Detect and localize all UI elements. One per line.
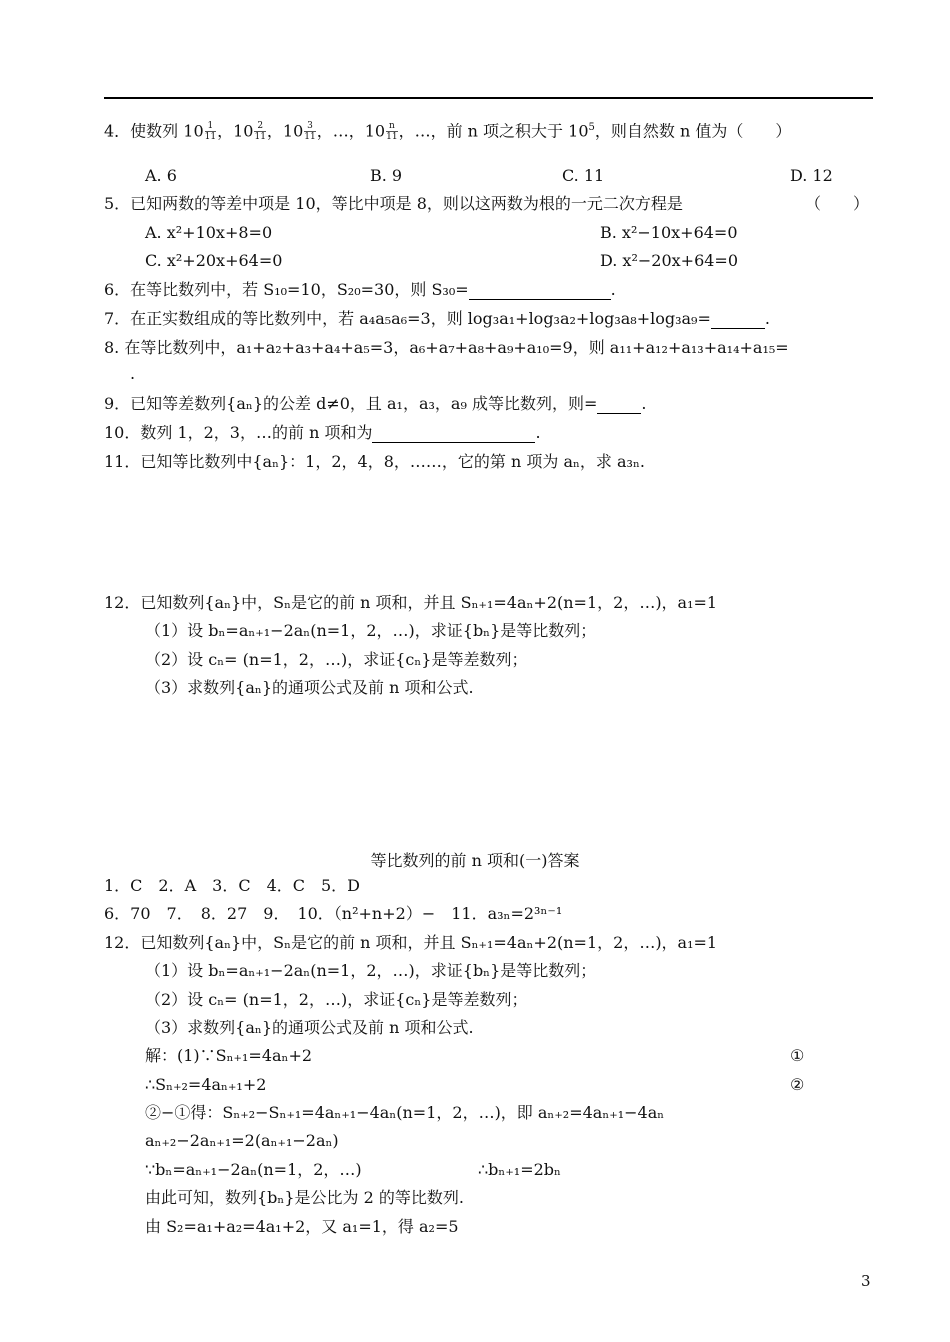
answer-q12-stem: 12．已知数列{aₙ}中，Sₙ是它的前 n 项和，并且 Sₙ₊₁=4aₙ+2(n=1，2，…)，a₁=1 bbox=[104, 933, 718, 952]
q8-tail: . bbox=[130, 364, 136, 383]
q12-part-2: （2）设 cₙ= (n=1，2，…)，求证{cₙ}是等差数列； bbox=[145, 650, 528, 669]
answer-q12-part-1: （1）设 bₙ=aₙ₊₁−2aₙ(n=1，2，…)，求证{bₙ}是等比数列； bbox=[145, 961, 597, 980]
fraction: $\frac{n}{11}$ bbox=[386, 121, 398, 143]
solution-step-3: ②−①得：Sₙ₊₂−Sₙ₊₁=4aₙ₊₁−4aₙ(n=1，2，…)，即 aₙ₊₂=4aₙ₊₁−4aₙ bbox=[145, 1103, 665, 1122]
answer-blank bbox=[597, 397, 641, 414]
solution-step-2: ∴Sₙ₊₂=4aₙ₊₁+2 bbox=[145, 1075, 267, 1094]
solution-step-5b: ∴bₙ₊₁=2bₙ bbox=[478, 1160, 561, 1179]
q4-text: 4．使数列 10 bbox=[104, 121, 204, 141]
answer-blank bbox=[469, 283, 611, 300]
solution-step-4: aₙ₊₂−2aₙ₊₁=2(aₙ₊₁−2aₙ) bbox=[145, 1131, 339, 1150]
q5-option-b: B. x²−10x+64=0 bbox=[600, 223, 738, 242]
q5-option-d: D. x²−20x+64=0 bbox=[600, 251, 739, 270]
solution-step-7: 由 S₂=a₁+a₂=4a₁+2，又 a₁=1，得 a₂=5 bbox=[145, 1217, 459, 1236]
q5-option-c: C. x²+20x+64=0 bbox=[145, 251, 283, 270]
q12-part-3: （3）求数列{aₙ}的通项公式及前 n 项和公式. bbox=[145, 678, 474, 697]
q4-option-c: C. 11 bbox=[562, 166, 605, 185]
question-11: 11．已知等比数列中{aₙ}：1，2，4，8，……，它的第 n 项为 aₙ，求 a₃ₙ. bbox=[104, 452, 645, 471]
equation-marker-1: ① bbox=[790, 1046, 805, 1065]
answer-line-2: 6．70 7． 8．27 9． 10．（n²+n+2）− 11．a₃ₙ=2³ⁿ⁻¹ bbox=[104, 904, 563, 923]
q5-answer-paren: （ ） bbox=[805, 194, 870, 213]
question-6: 6．在等比数列中，若 S₁₀=10，S₂₀=30，则 S₃₀= . bbox=[104, 280, 616, 299]
header-rule bbox=[104, 97, 873, 99]
answer-blank bbox=[372, 426, 535, 443]
fraction: $\frac{2}{11}$ bbox=[254, 121, 266, 143]
answer-blank bbox=[711, 312, 765, 329]
q5-option-a: A. x²+10x+8=0 bbox=[145, 223, 273, 242]
answer-q12-part-3: （3）求数列{aₙ}的通项公式及前 n 项和公式. bbox=[145, 1018, 474, 1037]
answer-title: 等比数列的前 n 项和(一)答案 bbox=[370, 851, 580, 870]
equation-marker-2: ② bbox=[790, 1075, 805, 1094]
q4-option-a: A. 6 bbox=[145, 166, 177, 185]
q4-option-d: D. 12 bbox=[790, 166, 833, 185]
page-number: 3 bbox=[861, 1272, 871, 1290]
q4-option-b: B. 9 bbox=[370, 166, 403, 185]
question-7: 7．在正实数组成的等比数列中，若 a₄a₅a₆=3，则 log₃a₁+log₃a₂+log₃a₈+log₃a₉= . bbox=[104, 309, 770, 328]
solution-step-1: 解：(1)∵Sₙ₊₁=4aₙ+2 bbox=[145, 1046, 313, 1065]
q12-part-1: （1）设 bₙ=aₙ₊₁−2aₙ(n=1，2，…)，求证{bₙ}是等比数列； bbox=[145, 621, 597, 640]
question-8: 8. 在等比数列中，a₁+a₂+a₃+a₄+a₅=3，a₆+a₇+a₈+a₉+a₁₀=9，则 a₁₁+a₁₂+a₁₃+a₁₄+a₁₅= bbox=[104, 338, 789, 357]
question-9: 9．已知等差数列{aₙ}的公差 d≠0，且 a₁，a₃，a₉ 成等比数列，则= . bbox=[104, 394, 647, 413]
answer-line-1: 1．C 2．A 3．C 4．C 5．D bbox=[104, 876, 361, 895]
answer-q12-part-2: （2）设 cₙ= (n=1，2，…)，求证{cₙ}是等差数列； bbox=[145, 990, 528, 1009]
solution-step-5a: ∵bₙ=aₙ₊₁−2aₙ(n=1，2，…) bbox=[145, 1160, 362, 1179]
fraction: $\frac{3}{11}$ bbox=[304, 121, 316, 143]
question-5: 5．已知两数的等差中项是 10，等比中项是 8，则以这两数为根的一元二次方程是 bbox=[104, 194, 683, 213]
solution-step-6: 由此可知，数列{bₙ}是公比为 2 的等比数列. bbox=[145, 1188, 464, 1207]
question-12: 12．已知数列{aₙ}中，Sₙ是它的前 n 项和，并且 Sₙ₊₁=4aₙ+2(n=1，2，…)，a₁=1 bbox=[104, 593, 718, 612]
fraction: $\frac{1}{11}$ bbox=[204, 121, 217, 143]
question-10: 10．数列 1，2，3，…的前 n 项和为 . bbox=[104, 423, 541, 442]
question-4: 4．使数列 10 $\frac{1}{11}$ ，10 $\frac{2}{11}$ ，10 $\frac{3}{11}$ ，…，10 $\frac{n}{11}$ ，…，前 n 项之积大于 $10^5$，则自然数 n 值为（ ） bbox=[104, 121, 792, 143]
